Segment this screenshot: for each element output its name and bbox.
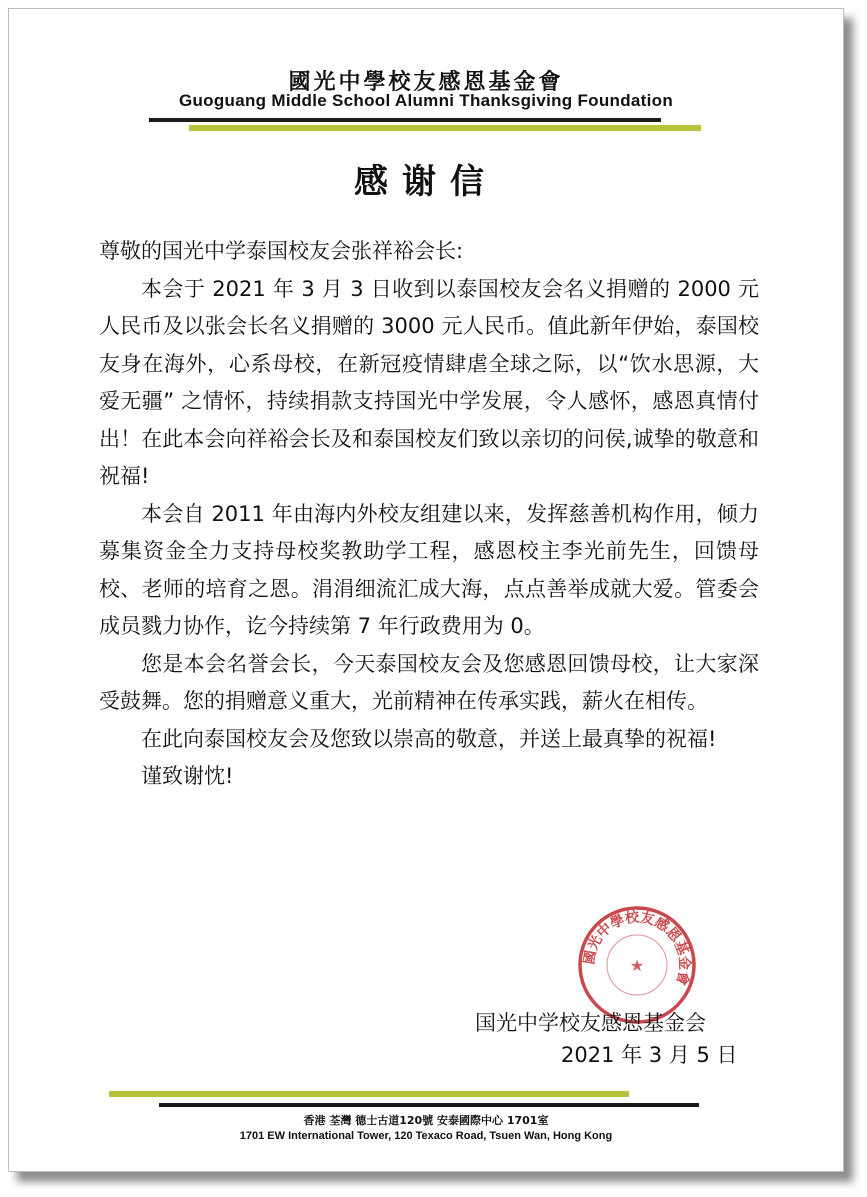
header-rule-dark <box>149 118 661 122</box>
letter-body <box>99 233 759 796</box>
header-rule-green <box>189 125 701 131</box>
paragraph-donation: 本会于 2021 年 3 月 3 日收到以泰国校友会名义捐赠的 2000 元人民币及以张会长名义捐赠的 3000 元人民币。值此新年伊始，泰国校友身在海外，心系母校，在新冠疫情肆虐全球之际，以“饮水思源，大爱无疆” 之情怀，持续捐款支持国光中学发展，令人感怀，感恩真情付出！在此本会向祥裕会长及和泰国校友们致以亲切的问侯,诚挚的敬意和祝福! <box>99 276 759 488</box>
signature-organization: 国光中学校友感恩基金会 <box>475 1011 706 1035</box>
seal-ring-text: 國光中學校友感恩基金會 <box>581 909 693 987</box>
paragraph-foundation: 本会自 2011 年由海内外校友组建以来，发挥慈善机构作用，倾力募集资金全力支持母校奖教助学工程，感恩校主李光前先生，回馈母校、老师的培育之恩。涓涓细流汇成大海，点点善举成就大爱。管委会成员戮力协作，讫今持续第 7 年行政费用为 0。 <box>99 501 759 638</box>
paragraph-honorary: 您是本会名誉会长，今天泰国校友会及您感恩回馈母校，让大家深受鼓舞。您的捐赠意义重大，光前精神在传承实践，薪火在相传。 <box>99 651 759 713</box>
svg-text:★: ★ <box>629 956 645 975</box>
letter-title: 感谢信 <box>354 162 498 202</box>
signature-date: 2021 年 3 月 5 日 <box>561 1043 738 1067</box>
salutation: 尊敬的国光中学泰国校友会张祥裕会长: <box>99 239 464 263</box>
footer-address-chinese: 香港 荃灣 德士古道120號 安泰國際中心 1701室 <box>303 1114 549 1127</box>
paragraph-regards: 在此向泰国校友会及您致以崇高的敬意，并送上最真挚的祝福! <box>141 726 717 751</box>
footer-rule-green <box>109 1091 629 1097</box>
foundation-name-english: Guoguang Middle School Alumni Thanksgiving Foundation <box>178 91 674 110</box>
paragraph-closing: 谨致谢忱! <box>141 764 234 788</box>
letter-sheet <box>8 8 844 1172</box>
svg-text:國光中學校友感恩基金會 <box>581 908 694 987</box>
footer-rule-dark <box>159 1103 699 1107</box>
foundation-name-chinese: 國光中學校友感恩基金會 <box>288 69 564 95</box>
footer-address-english: 1701 EW International Tower, 120 Texaco Road, Tsuen Wan, Hong Kong <box>239 1130 613 1142</box>
